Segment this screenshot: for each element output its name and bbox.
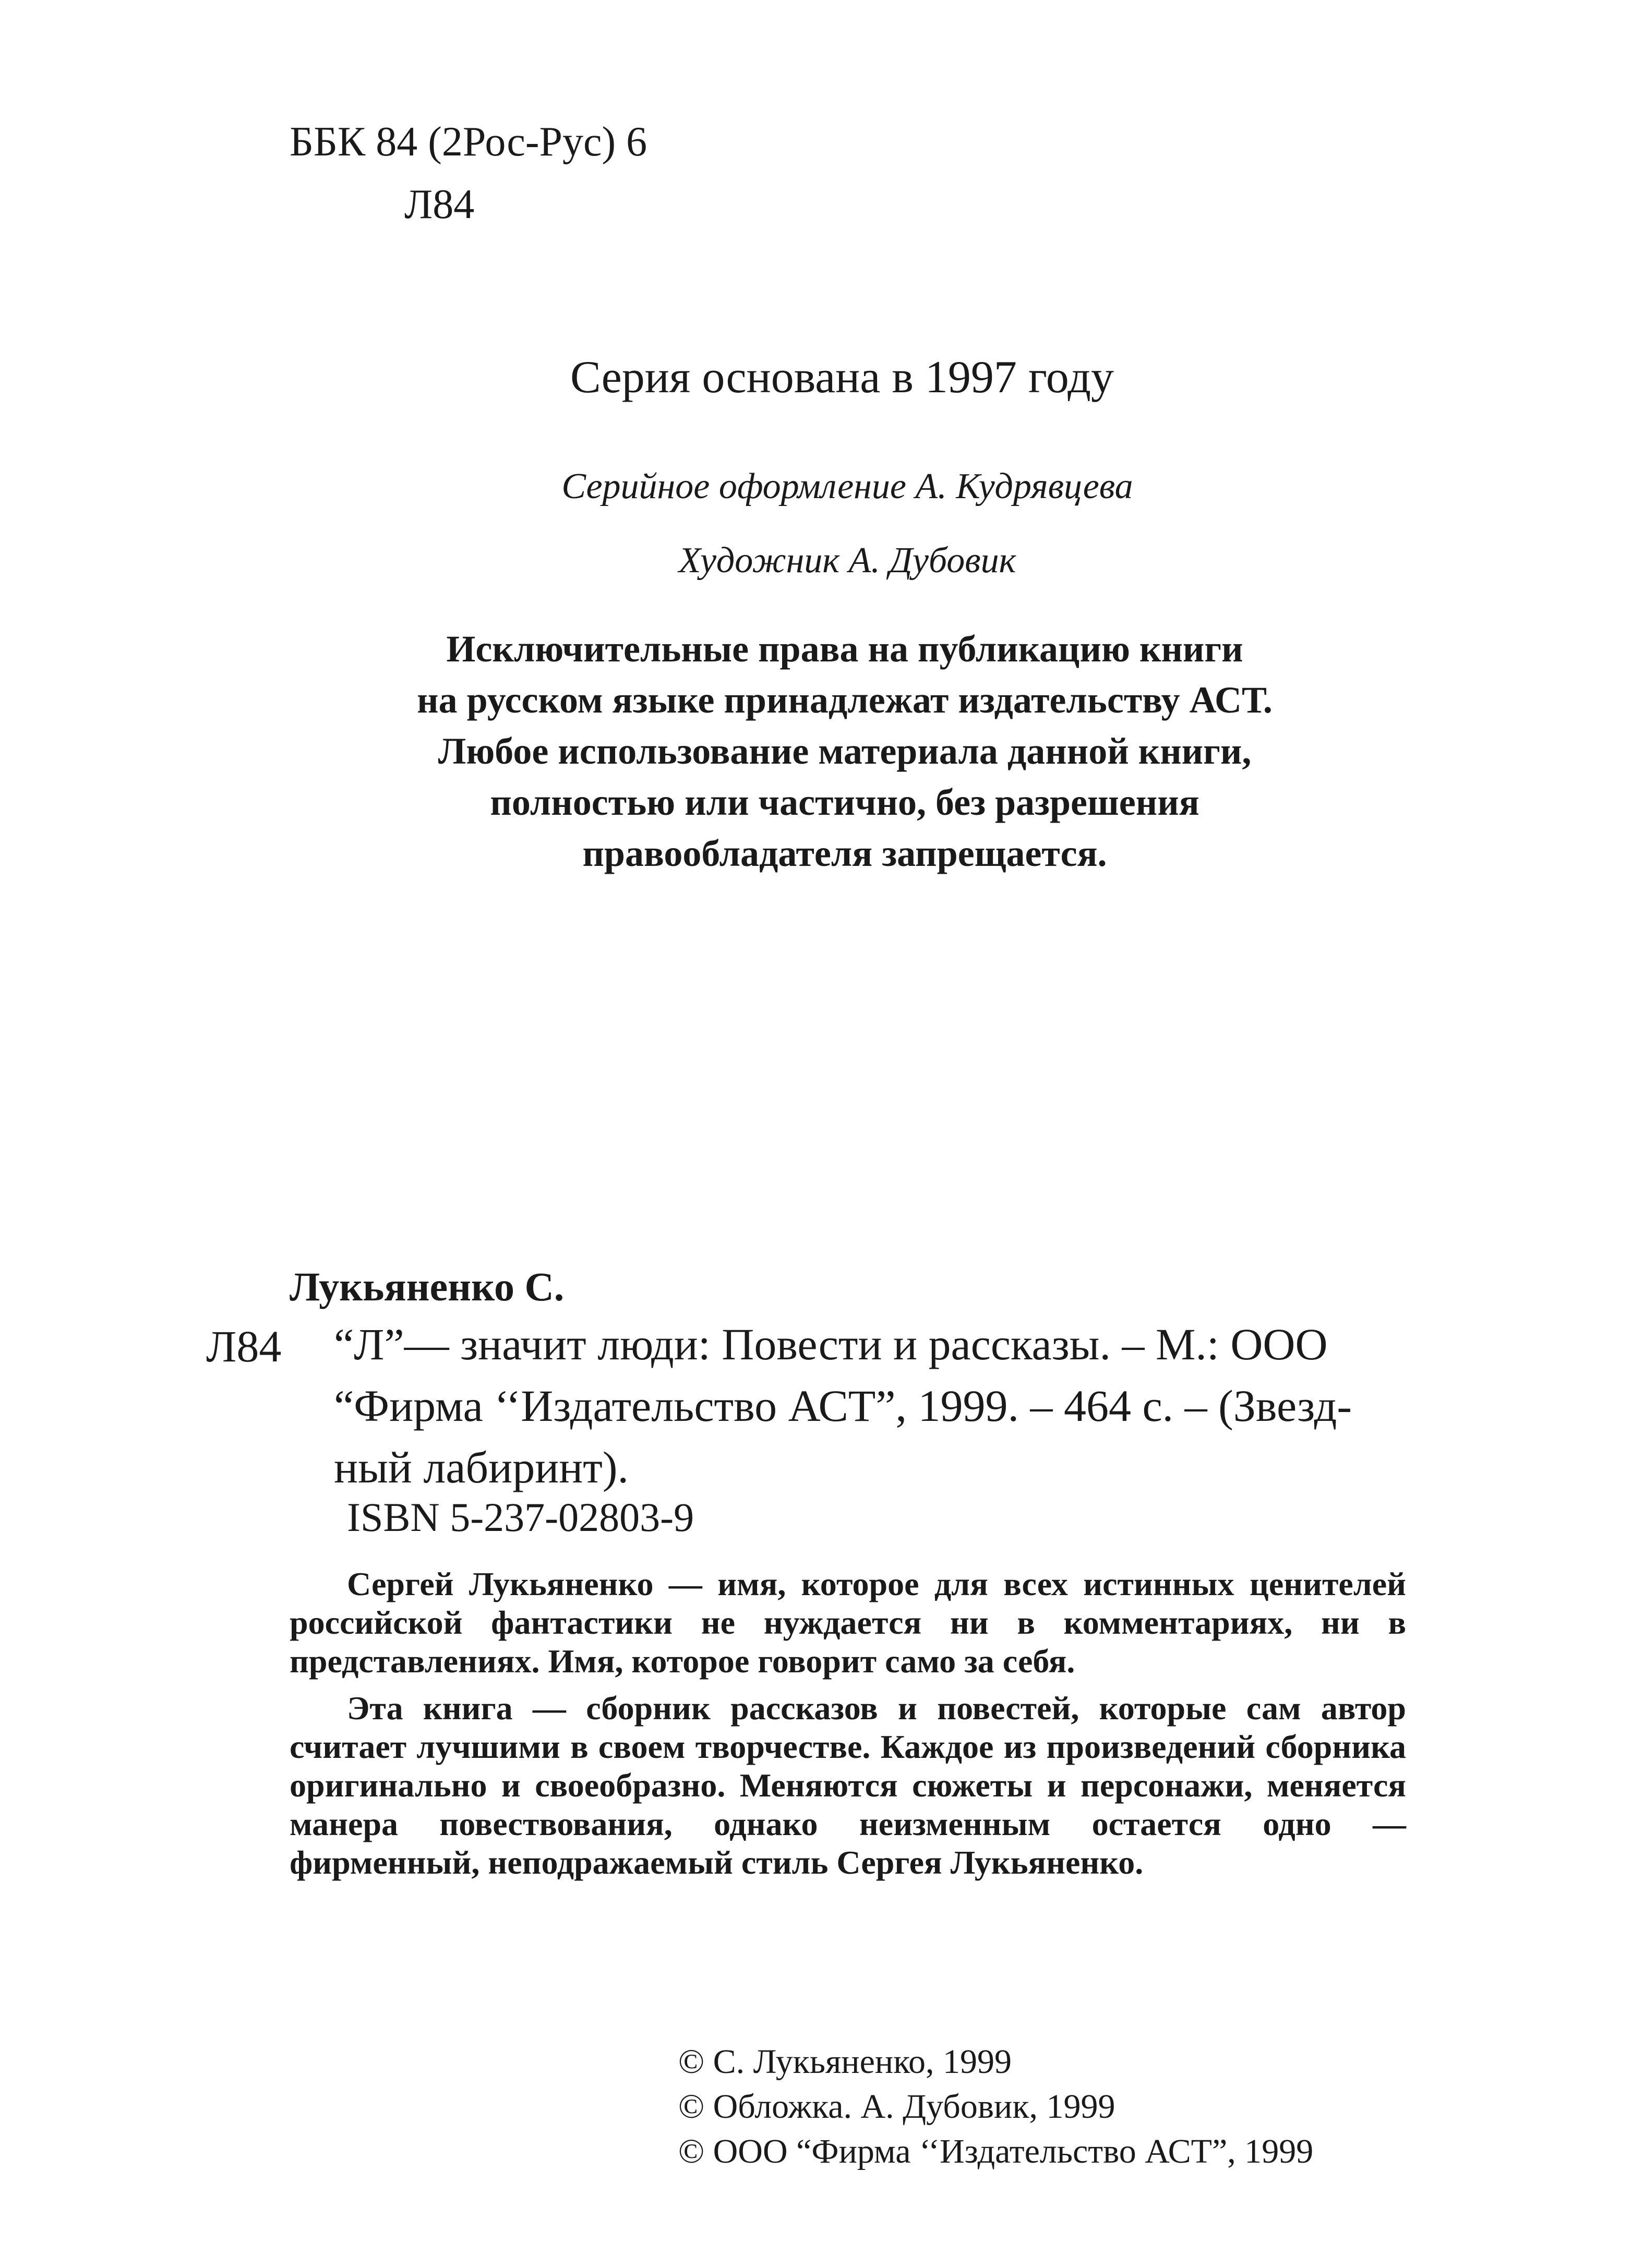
annotation-paragraph (290, 1689, 1406, 1882)
catalog-description-line: “Л”— значит люди: Повести и рассказы. – М.: ООО (334, 1319, 1328, 1369)
rights-line: Любое использование материала данной книги, (438, 730, 1252, 772)
catalog-description-line: “Фирма ‘‘Издательство АСТ”, 1999. – 464 с. – (Звезд- (334, 1381, 1352, 1431)
catalog-description-line: ный лабиринт). (334, 1442, 629, 1492)
annotation-paragraph (290, 1565, 1406, 1681)
annotation-paragraph-text: Сергей Лукьяненко — имя, которое для всех истинных ценителей российской фантастики не нуждается ни в комментариях, ни в представлениях. Имя, которое говорит само за себя. (290, 1565, 1406, 1680)
annotation (290, 1565, 1406, 1882)
copyright-line: © ООО “Фирма ‘‘Издательство АСТ”, 1999 (678, 2132, 1314, 2170)
annotation-paragraph-text: Эта книга — сборник рассказов и повестей, которые сам автор считает лучшими в своем творчестве. Каждое из произведений сборника оригинально и своеобразно. Меняются сюжеты и персонажи, меняется манера повествования, однако неизменным остается одно — фирменный, неподражаемый стиль Сергея Лукьяненко. (290, 1690, 1406, 1881)
catalog-description (334, 1313, 1409, 1498)
rights-line: правообладателя запрещается. (582, 833, 1107, 874)
isbn: ISBN 5-237-02803-9 (347, 1494, 694, 1540)
copyright-line: © Обложка. А. Дубовик, 1999 (678, 2088, 1115, 2126)
copyright-line: © С. Лукьяненко, 1999 (678, 2043, 1012, 2081)
bbk-index: ББК 84 (2Рос-Рус) 6 (290, 119, 647, 165)
catalog-code: Л84 (206, 1321, 282, 1371)
series-founded: Серия основана в 1997 году (570, 352, 1114, 403)
rights-line: на русском языке принадлежат издательству АСТ. (417, 679, 1273, 721)
artist-credit: Художник А. Дубовик (678, 540, 1016, 581)
catalog-author: Лукьяненко С. (290, 1264, 565, 1309)
rights-line: Исключительные права на публикацию книги (446, 628, 1243, 670)
series-design-credit: Серийное оформление А. Кудрявцева (561, 466, 1133, 506)
rights-notice (0, 623, 1632, 879)
copyright-block (678, 2040, 1313, 2174)
author-sign-code: Л84 (404, 182, 475, 227)
rights-line: полностью или частично, без разрешения (490, 781, 1199, 823)
